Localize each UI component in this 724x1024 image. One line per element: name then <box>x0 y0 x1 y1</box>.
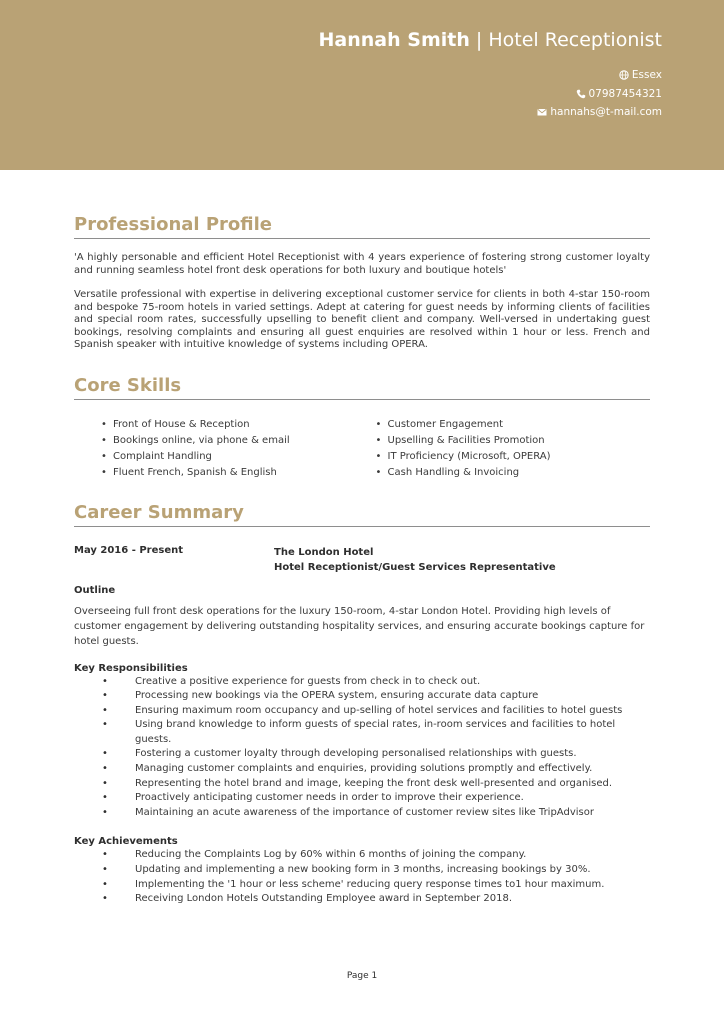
list-item: • Reducing the Complaints Log by 60% within 6 months of joining the company. <box>135 848 650 863</box>
candidate-name: Hannah Smith <box>318 29 470 51</box>
contact-details <box>537 66 662 122</box>
email-text[interactable]: hannahs@t-mail.com <box>550 106 662 118</box>
skills-list-left <box>101 417 376 481</box>
list-item: • Bookings online, via phone & email <box>101 433 376 449</box>
list-item: • Proactively anticipating customer needs in order to improve their experience. <box>135 791 650 806</box>
page-title <box>319 29 662 51</box>
candidate-role: Hotel Receptionist <box>488 29 662 51</box>
list-item: • Managing customer complaints and enquiries, providing solutions promptly and effectively. <box>135 762 650 777</box>
achievements-list <box>135 848 650 906</box>
list-item: • Ensuring maximum room occupancy and up-selling of hotel services and facilities to hotel guests <box>135 704 650 719</box>
job-dates: May 2016 - Present <box>74 544 184 556</box>
job-outline: Overseeing full front desk operations for the luxury 150-room, 4-star London Hotel. Providing high levels of customer engagement by delivering outstanding hospitality services, and ensuring accurate bookings capture for hotel guests. <box>74 605 645 647</box>
list-item: • Cash Handling & Invoicing <box>376 465 651 481</box>
contact-phone <box>537 85 662 104</box>
contact-location <box>537 66 662 85</box>
achievements-heading: Key Achievements <box>74 836 178 848</box>
list-item: • Maintaining an acute awareness of the importance of customer review sites like TripAdvisor <box>135 806 650 821</box>
professional-profile-section <box>74 213 650 352</box>
responsibilities-heading: Key Responsibilities <box>74 662 188 674</box>
job-place <box>274 545 556 575</box>
skills-columns <box>101 417 650 481</box>
page-number: Page 1 <box>346 971 378 981</box>
globe-icon <box>619 70 629 80</box>
envelope-icon <box>537 107 547 117</box>
core-skills-section <box>74 374 650 481</box>
list-item: • Fluent French, Spanish & English <box>101 465 376 481</box>
list-item: • Complaint Handling <box>101 449 376 465</box>
outline-heading: Outline <box>74 584 116 596</box>
resume-body <box>74 213 650 907</box>
list-item: • Implementing the '1 hour or less scheme' reducing query response times to1 hour maximum. <box>135 878 650 893</box>
career-summary-section <box>74 501 650 907</box>
title-separator: | <box>475 29 483 51</box>
job-employer: The London Hotel <box>274 546 374 558</box>
location-text: Essex <box>631 69 662 81</box>
responsibilities-list <box>135 675 650 821</box>
phone-icon <box>576 89 586 99</box>
list-item: • Creative a positive experience for guests from check in to check out. <box>135 675 650 690</box>
job-position: Hotel Receptionist/Guest Services Representative <box>274 561 556 573</box>
list-item: • IT Proficiency (Microsoft, OPERA) <box>376 449 651 465</box>
list-item: • Using brand knowledge to inform guests of special rates, in-room services and facilities to hotel guests. <box>135 718 650 747</box>
list-item: • Fostering a customer loyalty through developing personalised relationships with guests. <box>135 747 650 762</box>
contact-email <box>537 103 662 122</box>
list-item: • Customer Engagement <box>376 417 651 433</box>
job-header <box>74 545 650 575</box>
list-item: • Updating and implementing a new booking form in 3 months, increasing bookings by 30%. <box>135 863 650 878</box>
profile-quote: 'A highly personable and efficient Hotel Receptionist with 4 years experience of fostering strong customer loyalty and running seamless hotel front desk operations for both luxury and boutique hotels' <box>74 252 650 276</box>
section-heading-profile: Professional Profile <box>74 213 650 239</box>
section-heading-career: Career Summary <box>74 501 650 527</box>
list-item: • Receiving London Hotels Outstanding Employee award in September 2018. <box>135 892 650 907</box>
list-item: • Front of House & Reception <box>101 417 376 433</box>
section-heading-skills: Core Skills <box>74 374 650 400</box>
list-item: • Upselling & Facilities Promotion <box>376 433 651 449</box>
list-item: • Representing the hotel brand and image, keeping the front desk well-presented and organised. <box>135 777 650 792</box>
phone-text[interactable]: 07987454321 <box>588 87 662 100</box>
profile-summary: Versatile professional with expertise in delivering exceptional customer service for clients in both 4-star 150-room and bespoke 75-room hotels in varied settings. Adept at catering for guest needs by informing clients of facilities and special room rates, successfully upselling to benefit client and company. Well-versed in undertaking guest bookings, resolving complaints and ensuring all guest enquiries are resolved within 1 hour or less. French and Spanish speaker with intuitive knowledge of systems including OPERA. <box>74 289 650 350</box>
skills-list-right <box>376 417 651 481</box>
header-banner <box>0 0 724 170</box>
list-item: • Processing new bookings via the OPERA system, ensuring accurate data capture <box>135 689 650 704</box>
